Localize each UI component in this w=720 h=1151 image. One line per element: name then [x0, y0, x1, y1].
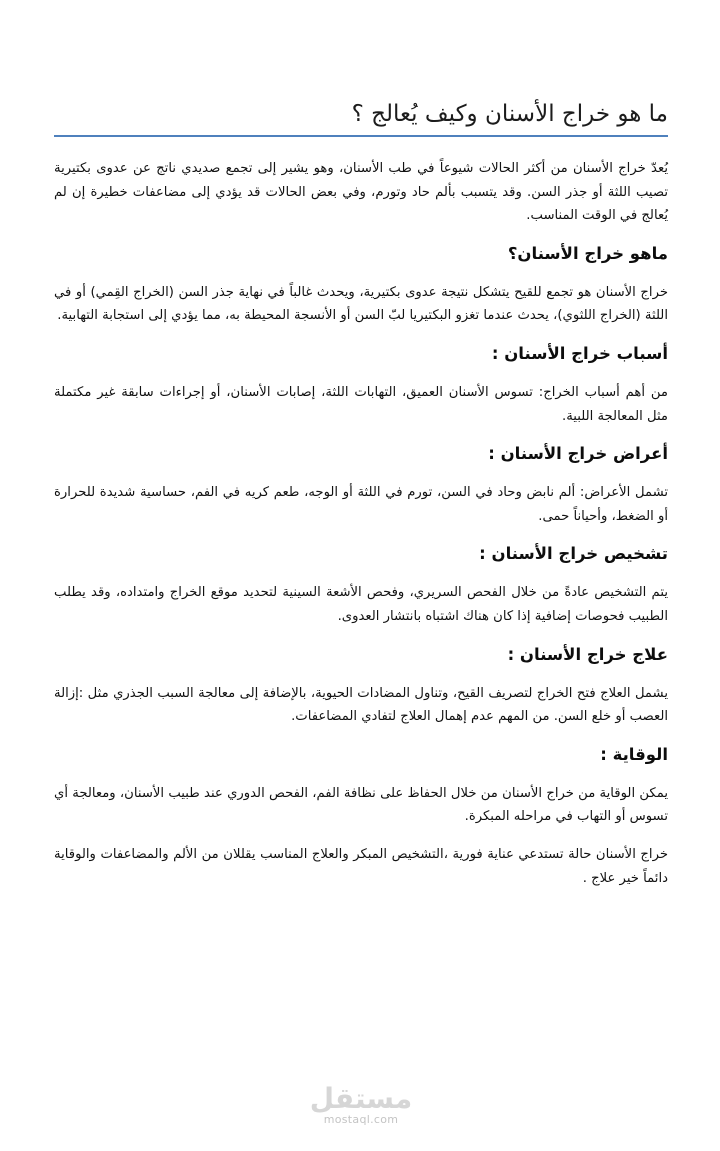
section-diagnosis — [54, 542, 668, 628]
section-heading: أسباب خراج الأسنان : — [491, 343, 668, 363]
section-heading: أعراض خراج الأسنان : — [488, 444, 668, 464]
section-heading: علاج خراج الأسنان : — [507, 644, 668, 664]
section-prevention — [54, 743, 668, 890]
watermark-logo: مستقل — [309, 1082, 413, 1115]
section-heading: تشخيص خراج الأسنان : — [479, 544, 668, 564]
section-treatment — [54, 643, 668, 729]
section-paragraph: يشمل العلاج فتح الخراج لتصريف القيح، وتناول المضادات الحيوية، بالإضافة إلى معالجة السبب الجذري مثل :إزالة العصب أو خلع السن. من المهم عدم إهمال العلاج لتفادي المضاعفات. — [54, 685, 668, 725]
conclusion-paragraph: خراج الأسنان حالة تستدعي عناية فورية ،التشخيص المبكر والعلاج المناسب يقللان من الألم والمضاعفات والوقاية دائماً خير علاج . — [54, 846, 668, 886]
section-definition — [54, 242, 668, 328]
section-heading: ماهو خراج الأسنان؟ — [507, 243, 668, 263]
section-paragraph: تشمل الأعراض: ألم نابض وحاد في السن، تورم في اللثة أو الوجه، طعم كريه في الفم، حساسية شديدة للحرارة أو الضغط، وأحياناً حمى. — [54, 485, 668, 524]
section-paragraph: يتم التشخيص عادةً من خلال الفحص السريري، وفحص الأشعة السينية لتحديد موقع الخراج وامتداده، وقد يطلب الطبيب فحوصات إضافية إذا كان هناك اشتباه بانتشار العدوى. — [54, 585, 668, 624]
section-paragraph: يمكن الوقاية من خراج الأسنان من خلال الحفاظ على نظافة الفم، الفحص الدوري عند طبيب الأسنان، ومعالجة أي تسوس أو التهاب في مراحله المبكرة. — [54, 785, 668, 825]
watermark-url: mostaql.com — [323, 1113, 399, 1126]
document-title: ما هو خراج الأسنان وكيف يُعالج ؟ — [54, 98, 668, 137]
section-causes — [54, 342, 668, 428]
section-symptoms — [54, 442, 668, 528]
section-paragraph: خراج الأسنان هو تجمع للقيح يتشكل نتيجة عدوى بكتيرية، ويحدث غالباً في نهاية جذر السن (الخراج القِمي) أو في اللثة (الخراج اللثوي)، يحدث عندما تغزو البكتيريا لبّ السن أو الأنسجة المحيطة به، مما يؤدي إلى استجابة التهابية. — [54, 284, 668, 324]
intro-paragraph: يُعدّ خراج الأسنان من أكثر الحالات شيوعاً في طب الأسنان، وهو يشير إلى تجمع صديدي ناتج عن عدوى بكتيرية تصيب اللثة أو جذر السن. وقد يتسبب بألم حاد وتورم، وفي بعض الحالات قد يؤدي إلى مضاعفات خطيرة إن لم يُعالج في الوقت المناسب. — [54, 161, 668, 224]
watermark — [306, 1084, 416, 1126]
section-paragraph: من أهم أسباب الخراج: تسوس الأسنان العميق، التهابات اللثة، إصابات الأسنان، أو إجراءات سابقة غير مكتملة مثل المعالجة اللبية. — [54, 384, 668, 424]
section-heading: الوقاية : — [600, 744, 668, 764]
